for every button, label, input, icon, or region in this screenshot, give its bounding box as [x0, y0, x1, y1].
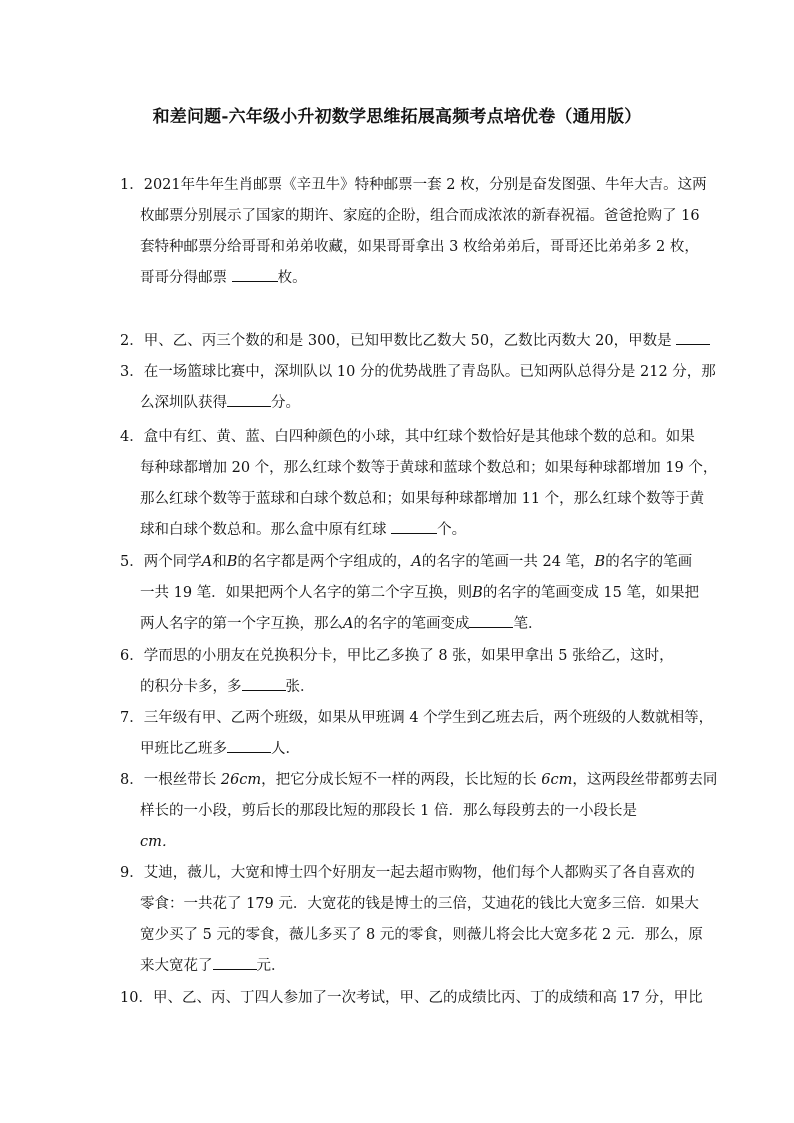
question-text: 和	[212, 554, 227, 570]
page-title: 和差问题-六年级小升初数学思维拓展高频考点培优卷（通用版）	[152, 107, 642, 127]
question-text-line: 甲班比乙班多	[140, 741, 227, 757]
question-number: 6．	[120, 648, 144, 664]
question-text-line: 2021年牛年生肖邮票《辛丑牛》特种邮票一套 2 枚，分别是奋发图强、牛年大吉。这两	[143, 177, 707, 193]
question-text-line: 学而思的小朋友在兑换积分卡，甲比乙多换了 8 张，如果甲拿出 5 张给乙，这时，	[143, 648, 674, 664]
question-text-line: 甲、乙、丙三个数的和是 300，已知甲数比乙数大 50，乙数比丙数大 20，甲数是	[143, 333, 677, 349]
question-number: 2．	[120, 333, 144, 349]
question-text-line: 么深圳队获得	[140, 395, 227, 411]
question-text-line: 每种球都增加 20 个，那么红球个数等于黄球和蓝球个数总和；如果每种球都增加 19 个，	[140, 460, 718, 476]
question-text-line: 那么红球个数等于蓝球和白球个数总和；如果每种球都增加 11 个，那么红球个数等于黄	[140, 491, 705, 507]
variable-b: B	[472, 585, 483, 601]
question-text-line: 在一场篮球比赛中，深圳队以 10 分的优势战胜了青岛队。已知两队总得分是 212 分，那	[143, 364, 716, 380]
variable-a: A	[411, 554, 422, 570]
answer-blank[interactable]	[469, 613, 513, 628]
variable-a: A	[343, 616, 354, 632]
variable-b: B	[226, 554, 238, 570]
question-text: 的名字都是两个字组成的，	[237, 554, 412, 570]
question-number: 7．	[120, 710, 144, 726]
question-text-line: 分。	[271, 395, 300, 411]
question-text-line: 人．	[271, 741, 300, 757]
question-text: 的名字的笔画变成 15 笔，如果把	[482, 585, 699, 601]
question-text-line: 来大宽花了	[140, 958, 213, 974]
answer-blank[interactable]	[242, 676, 286, 691]
question-number: 9．	[120, 865, 144, 881]
question-number: 4．	[120, 429, 144, 445]
question-text-line: 零食：一共花了 179 元．大宽花的钱是博士的三倍，艾迪花的钱比大宽多三倍．如果大	[140, 896, 699, 912]
question-number: 5．	[120, 554, 144, 570]
question-text-line: 三年级有甲、乙两个班级，如果从甲班调 4 个学生到乙班去后，两个班级的人数就相等，	[143, 710, 714, 726]
question-text-line: 枚邮票分别展示了国家的期许、家庭的企盼，组合而成浓浓的新春祝福。爸爸抢购了 16	[140, 208, 700, 224]
question-text-line: 宽少买了 5 元的零食，薇儿多买了 8 元的零食，则薇儿将会比大宽多花 2 元．那么，原	[140, 927, 703, 943]
variable-b: B	[594, 554, 606, 570]
answer-blank[interactable]	[227, 392, 271, 407]
unit-cm: cm．	[140, 834, 177, 850]
question-text-line: 个。	[437, 522, 467, 538]
question-text: ，把它分成长短不一样的两段，长比短的长	[261, 772, 542, 788]
question-number: 3．	[120, 364, 144, 380]
question-number: 1．	[120, 177, 144, 193]
length-value: 6cm	[541, 772, 573, 788]
answer-blank[interactable]	[213, 955, 257, 970]
question-text: ，这两段丝带都剪去同	[572, 772, 718, 788]
question-text-line: 样长的一小段，剪后长的那段比短的那段长 1 倍．那么每段剪去的一小段长是	[140, 803, 637, 819]
question-text-line: 哥哥分得邮票	[140, 270, 232, 286]
question-text: 笔．	[513, 616, 543, 632]
variable-a: A	[201, 554, 213, 570]
question-text: 的名字的笔画变成	[353, 616, 470, 632]
question-text-line: 张．	[285, 679, 315, 695]
question-text-line: 球和白球个数总和。那么盒中原有红球	[140, 522, 392, 538]
question-text: 的名字的笔画一共 24 笔，	[421, 554, 595, 570]
question-text-line: 套特种邮票分给哥哥和弟弟收藏，如果哥哥拿出 3 枚给弟弟后，哥哥还比弟弟多 2 枚，	[140, 239, 699, 255]
answer-blank[interactable]	[232, 267, 278, 282]
question-text: 一根丝带长	[143, 772, 221, 788]
question-text-line: 枚。	[277, 270, 307, 286]
length-value: 26cm	[220, 772, 262, 788]
question-text-line: 艾迪，薇儿，大宽和博士四个好朋友一起去超市购物，他们每个人都购买了各自喜欢的	[143, 865, 695, 881]
answer-blank[interactable]	[676, 330, 710, 345]
question-number: 10．	[120, 990, 153, 1006]
question-text-line: 甲、乙、丙、丁四人参加了一次考试，甲、乙的成绩比丙、丁的成绩和高 17 分，甲比	[152, 990, 703, 1006]
question-number: 8．	[120, 772, 144, 788]
question-text-line: 的积分卡多，多	[140, 679, 242, 695]
question-text-line: 元．	[256, 958, 286, 974]
question-text: 两人名字的第一个字互换，那么	[140, 616, 343, 632]
question-text-line: 盒中有红、黄、蓝、白四种颜色的小球，其中红球个数恰好是其他球个数的总和。如果	[143, 429, 695, 445]
answer-blank[interactable]	[391, 519, 437, 534]
question-text: 一共 19 笔．如果把两个人名字的第二个字互换，则	[140, 585, 473, 601]
question-text: 的名字的笔画	[605, 554, 693, 570]
question-text: 两个同学	[143, 554, 202, 570]
answer-blank[interactable]	[227, 738, 271, 753]
